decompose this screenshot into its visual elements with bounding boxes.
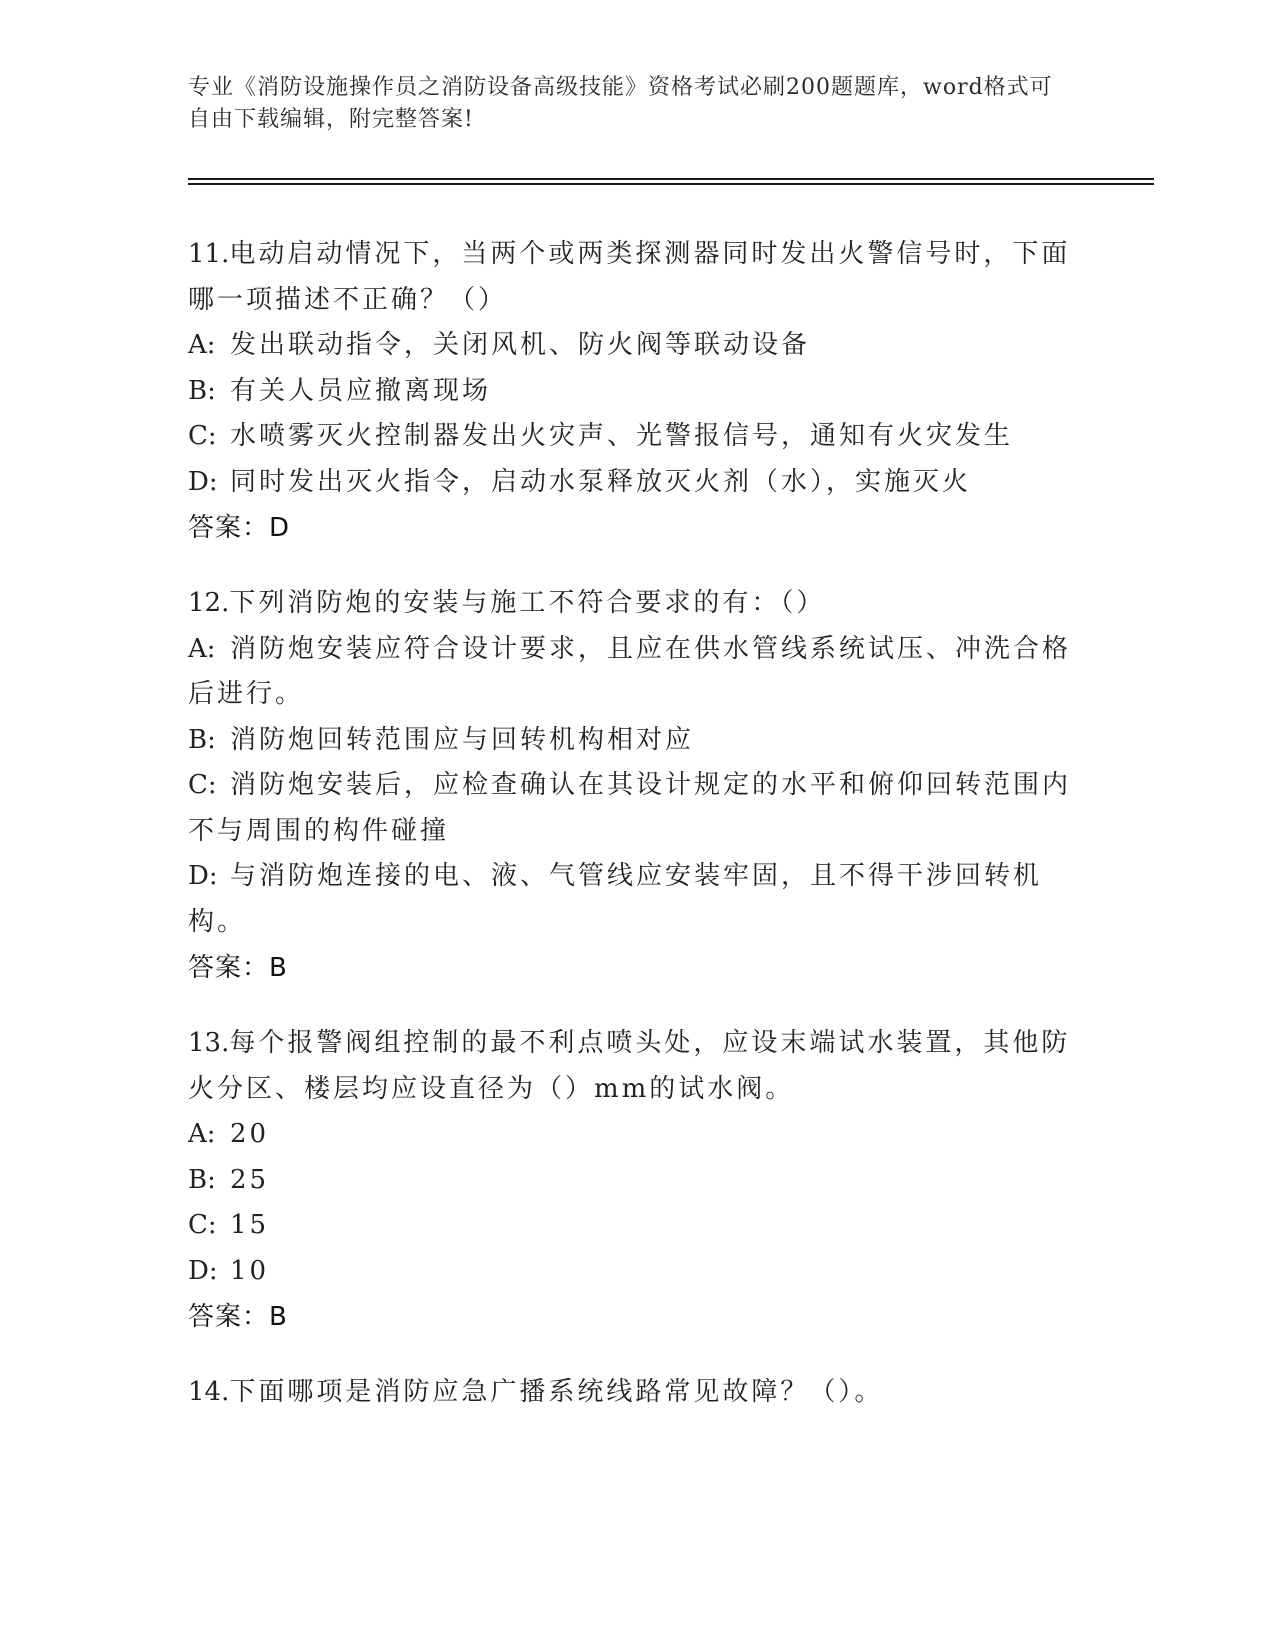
option-c bbox=[188, 1203, 1078, 1249]
document-header bbox=[188, 72, 1068, 136]
question-text bbox=[188, 1370, 1078, 1416]
option-key: D: bbox=[188, 1255, 218, 1286]
option-key: C: bbox=[188, 1210, 217, 1240]
question-number: 12. bbox=[188, 588, 230, 618]
question-text bbox=[188, 581, 1078, 627]
option-key: A: bbox=[188, 1119, 216, 1149]
question-number: 14. bbox=[188, 1377, 230, 1407]
option-key: A: bbox=[188, 633, 216, 664]
option-text: 发出联动指令，关闭风机、防火阀等联动设备 bbox=[230, 330, 811, 360]
option-text: 15 bbox=[230, 1210, 270, 1240]
option-text: 水喷雾灭火控制器发出火灾声、光警报信号，通知有火灾发生 bbox=[230, 421, 1014, 451]
option-d bbox=[188, 1249, 1078, 1295]
option-b bbox=[188, 718, 1078, 764]
answer-line: 答案：B bbox=[188, 1302, 288, 1332]
option-a bbox=[188, 1112, 1078, 1158]
question-14 bbox=[188, 1370, 1078, 1416]
question-list bbox=[188, 232, 1078, 1446]
question-stem: 每个报警阀组控制的最不利点喷头处，应设末端试水装置，其他防火分区、楼层均应设直径为（）mm的试水阀。 bbox=[188, 1028, 1071, 1104]
answer-line: 答案：D bbox=[188, 513, 291, 543]
option-text: 消防炮安装应符合设计要求，且应在供水管线系统试压、冲洗合格后进行。 bbox=[188, 633, 1072, 709]
option-text: 与消防炮连接的电、液、气管线应安装牢固，且不得干涉回转机构。 bbox=[188, 861, 1043, 937]
option-d bbox=[188, 460, 1078, 506]
option-text: 消防炮安装后，应检查确认在其设计规定的水平和俯仰回转范围内不与周围的构件碰撞 bbox=[188, 770, 1072, 846]
option-text: 有关人员应撤离现场 bbox=[230, 375, 492, 406]
question-number: 11. bbox=[188, 239, 230, 269]
option-key: B: bbox=[188, 1164, 216, 1195]
question-stem: 下面哪项是消防应急广播系统线路常见故障？（）。 bbox=[229, 1377, 884, 1407]
question-13 bbox=[188, 1021, 1078, 1340]
option-text: 20 bbox=[230, 1119, 270, 1149]
option-text: 25 bbox=[230, 1164, 270, 1195]
option-b bbox=[188, 369, 1078, 415]
option-key: C: bbox=[188, 770, 217, 800]
option-key: D: bbox=[188, 861, 218, 891]
option-key: D: bbox=[188, 466, 218, 497]
option-b bbox=[188, 1158, 1078, 1204]
question-11 bbox=[188, 232, 1078, 551]
option-key: C: bbox=[188, 421, 217, 451]
question-text bbox=[188, 1021, 1078, 1112]
question-stem: 下列消防炮的安装与施工不符合要求的有：（） bbox=[229, 588, 826, 618]
option-key: B: bbox=[188, 724, 216, 755]
option-key: A: bbox=[188, 330, 216, 360]
option-text: 消防炮回转范围应与回转机构相对应 bbox=[230, 724, 695, 755]
header-text: 专业《消防设施操作员之消防设备高级技能》资格考试必刷200题题库，word格式可自由下载编辑，附完整答案! bbox=[188, 75, 1053, 132]
option-d bbox=[188, 854, 1078, 945]
question-number: 13. bbox=[188, 1028, 230, 1058]
question-text bbox=[188, 232, 1078, 323]
option-a bbox=[188, 627, 1078, 718]
header-divider-top bbox=[188, 178, 1154, 180]
option-text: 同时发出灭火指令，启动水泵释放灭火剂（水），实施灭火 bbox=[230, 466, 972, 497]
header-divider-bottom bbox=[188, 183, 1154, 185]
option-c bbox=[188, 414, 1078, 460]
question-12 bbox=[188, 581, 1078, 991]
question-stem: 电动启动情况下，当两个或两类探测器同时发出火警信号时，下面哪一项描述不正确？（） bbox=[188, 239, 1071, 315]
option-c bbox=[188, 763, 1078, 854]
option-a bbox=[188, 323, 1078, 369]
option-key: B: bbox=[188, 375, 216, 406]
option-text: 10 bbox=[230, 1255, 270, 1286]
answer-line: 答案：B bbox=[188, 953, 288, 983]
